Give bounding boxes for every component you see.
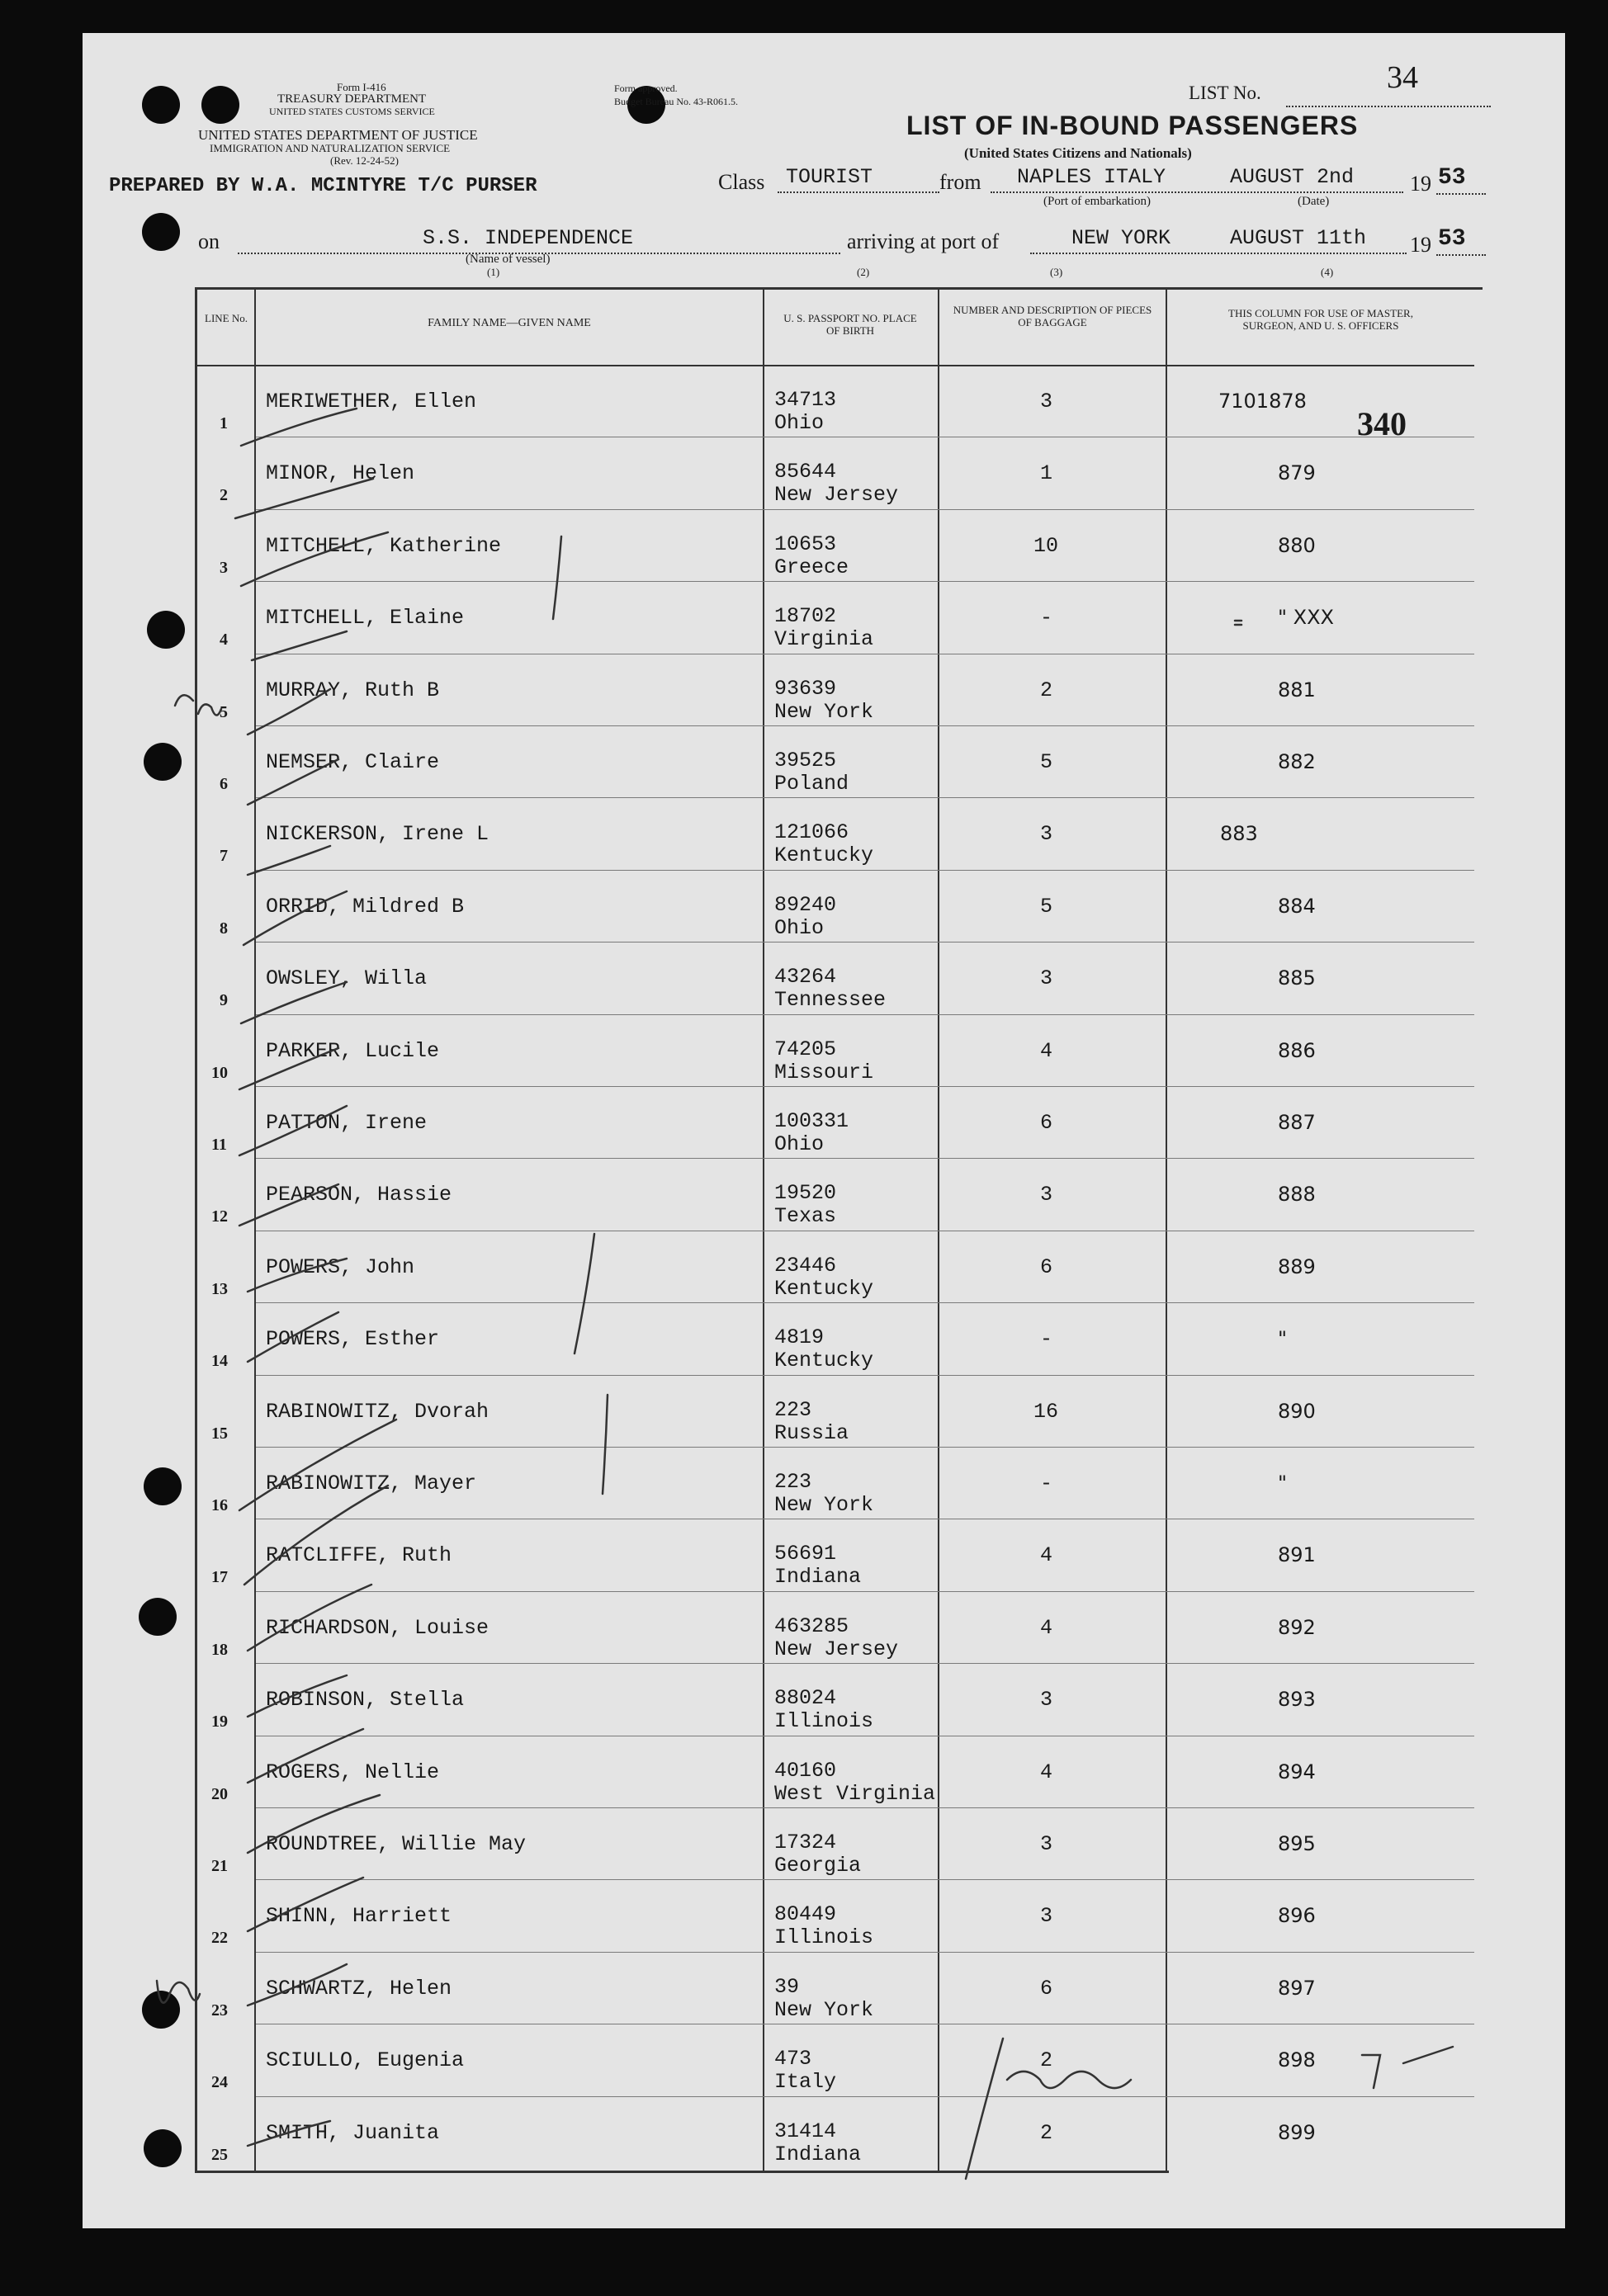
row-divider [256,1014,1474,1015]
row-passenger-name: NEMSER, Claire [266,750,440,774]
embarkation-caption: (Port of embarkation) [1043,195,1151,208]
row-passenger-name: MINOR, Helen [266,461,415,486]
arrival-year-underline [1436,254,1486,256]
row-birthplace: New York [774,1493,874,1517]
row-line-number: 2 [220,486,228,505]
row-line-number: 14 [211,1352,228,1371]
row-line-number: 23 [211,2001,228,2020]
row-passport-number: 39525 [774,749,837,772]
row-passenger-name: MURRAY, Ruth B [266,678,440,702]
row-baggage: 6 [1040,1976,1053,2001]
punch-hole [144,2129,182,2167]
row-baggage: 10 [1033,533,1059,558]
row-passenger-name: MERIWETHER, Ellen [266,390,477,413]
on-label: on [198,229,220,253]
row-line-number: 22 [211,1929,228,1948]
row-passenger-name: POWERS, John [266,1254,415,1279]
col2-caption: (2) [857,266,870,278]
row-birthplace: Ohio [774,1132,825,1156]
row-birthplace: Illinois [774,1925,874,1950]
row-officer-number: 891 [1278,1543,1316,1567]
row-divider [256,1807,1474,1808]
row-line-number: 17 [211,1568,228,1587]
row-divider [256,1591,1474,1592]
row-baggage: 6 [1040,1254,1053,1279]
row-birthplace: Poland [774,772,849,796]
row-birthplace: Missouri [774,1060,874,1084]
row-officer-number: 880 [1278,533,1316,557]
row-birthplace: Kentucky [774,843,874,868]
departure-date: AUGUST 2nd [1230,165,1355,189]
class-underline [778,191,939,193]
row-baggage: 4 [1040,1615,1053,1640]
row-passenger-name: SCHWARTZ, Helen [266,1976,452,2001]
row-baggage: - [1040,1472,1053,1495]
row-passport-number: 80449 [774,1902,837,1927]
row-passport-number: 473 [774,2047,812,2072]
arrival-date: AUGUST 11th [1230,226,1367,250]
row-divider [256,797,1474,798]
row-birthplace: Russia [774,1420,849,1445]
row-passenger-name: ROBINSON, Stella [266,1688,465,1713]
form-number: Form I-416 [337,81,386,93]
row-birthplace: New Jersey [774,483,899,508]
punch-hole [144,1467,182,1505]
row-passport-number: 39 [774,1974,800,1999]
row-baggage: 3 [1040,1904,1053,1929]
row-divider [256,1302,1474,1303]
row-line-number: 1 [220,414,228,432]
row-passenger-name: PATTON, Irene [266,1111,428,1135]
row-birthplace: New York [774,1997,874,2022]
row-passport-number: 23446 [774,1253,837,1278]
row-divider [256,1952,1474,1953]
col3-caption: (3) [1050,266,1063,278]
row-baggage: - [1040,606,1053,631]
row-line-number: 24 [211,2073,228,2092]
row-line-number: 18 [211,1640,228,1659]
row-baggage: 6 [1040,1111,1053,1135]
punch-hole [142,213,180,251]
row-baggage: 2 [1040,2120,1053,2145]
row-birthplace: Illinois [774,1709,874,1734]
row-birthplace: New York [774,699,874,724]
row-divider [256,870,1474,871]
header-line-no: LINE No. [205,312,248,324]
depart-year-underline [1436,193,1486,195]
row-officer-number: 886 [1278,1038,1316,1062]
arrival-year-prefix: 19 [1410,233,1431,257]
row-birthplace: Kentucky [774,1276,874,1301]
row-divider [256,1879,1474,1880]
row-baggage: 3 [1040,966,1053,991]
row-passport-number: 18702 [774,604,837,629]
row-officer-number: 882 [1278,750,1316,773]
col-divider-name [763,287,764,2171]
form-revision: (Rev. 12-24-52) [330,154,399,167]
header-name: FAMILY NAME—GIVEN NAME [428,317,591,329]
col-divider-baggage [1166,287,1167,2171]
row-passport-number: 4819 [774,1325,825,1350]
row-divider [256,509,1474,510]
from-label: from [939,170,981,194]
officer-mark-340: 340 [1357,405,1407,442]
row-birthplace: New Jersey [774,1637,899,1661]
header-baggage: NUMBER AND DESCRIPTION OF PIECES OF BAGGAGE [953,304,1152,328]
row-officer-number: " [1278,1327,1288,1351]
table-header-border [195,365,1474,366]
row-passport-number: 223 [774,1470,812,1494]
row-birthplace: West Virginia [774,1781,936,1806]
page-subtitle: (United States Citizens and Nationals) [964,145,1192,161]
row-line-number: 8 [220,919,228,938]
depart-year-prefix: 19 [1410,172,1431,196]
row-line-number: 11 [211,1136,227,1154]
row-line-number: 25 [211,2145,228,2164]
departure-year: 53 [1438,165,1466,191]
row-officer-number: 893 [1278,1688,1316,1712]
row-baggage: 5 [1040,750,1053,774]
row-officer-number: 898 [1278,2048,1316,2072]
dept-justice: UNITED STATES DEPARTMENT OF JUSTICE [198,127,478,143]
row-line-number: 21 [211,1857,228,1875]
date-caption: (Date) [1298,195,1330,208]
row-passport-number: 463285 [774,1613,849,1638]
row-baggage: - [1040,1327,1053,1352]
arrival-year: 53 [1438,226,1466,252]
punch-hole [142,86,180,124]
row-passenger-name: RABINOWITZ, Dvorah [266,1399,489,1424]
row-baggage: 3 [1040,1183,1053,1207]
row-passenger-name: POWERS, Esther [266,1327,440,1352]
ins-service: IMMIGRATION AND NATURALIZATION SERVICE [210,142,451,154]
row-line-number: 20 [211,1784,228,1803]
row-officer-number: 892 [1278,1615,1316,1639]
row-birthplace: Virginia [774,627,874,652]
row-officer-number: 881 [1278,678,1316,702]
row-birthplace: Texas [774,1204,837,1229]
row-divider [256,1447,1474,1448]
budget-bureau: Budget Bureau No. 43-R061.5. [614,96,738,107]
row-passenger-name: ROGERS, Nellie [266,1760,440,1784]
punch-hole [139,1598,177,1636]
row-divider [256,1158,1474,1159]
row-passenger-name: SMITH, Juanita [266,2120,440,2145]
row-baggage: 4 [1040,1543,1053,1568]
row-officer-number: 890 [1278,1399,1316,1423]
vessel-caption: (Name of vessel) [466,253,551,266]
row-passport-number: 121066 [774,820,849,845]
row-line-number: 10 [211,1063,228,1082]
row-line-number: 15 [211,1424,228,1443]
row-line-number: 16 [211,1496,228,1514]
row-passenger-name: MITCHELL, Katherine [266,533,502,558]
row-passenger-name: OWSLEY, Willa [266,966,428,991]
row-line-number: 13 [211,1279,228,1298]
row-baggage: 16 [1033,1399,1059,1424]
row-baggage: 3 [1040,390,1053,413]
from-underline [991,191,1403,193]
col1-caption: (1) [487,266,500,278]
row-birthplace: Tennessee [774,988,887,1013]
header-passport: U. S. PASSPORT NO. PLACE OF BIRTH [783,312,917,337]
row-passport-number: 56691 [774,1542,837,1566]
list-number: 34 [1387,60,1418,95]
row-birthplace: Ohio [774,411,825,435]
row-baggage: 3 [1040,822,1053,847]
row-baggage: 3 [1040,1832,1053,1856]
prepared-by: PREPARED BY W.A. MCINTYRE T/C PURSER [109,175,537,197]
row-passport-number: 100331 [774,1109,849,1133]
row-birthplace: Greece [774,555,849,579]
row-passenger-name: ORRID, Mildred B [266,894,465,919]
row-divider [256,1663,1474,1664]
row-divider [256,581,1474,582]
col-divider-passport [938,287,939,2171]
row-passport-number: 43264 [774,965,837,990]
row-officer-number: 888 [1278,1183,1316,1207]
table-left-border [195,287,197,2171]
row-passport-number: 34713 [774,388,837,412]
row-passenger-name: MITCHELL, Elaine [266,606,465,631]
row-passport-number: 88024 [774,1686,837,1711]
row-officer-number: 889 [1278,1254,1316,1278]
row-officer-number: 894 [1278,1760,1316,1783]
row-passenger-name: RICHARDSON, Louise [266,1615,489,1640]
row-officer-number: " [1278,1472,1288,1495]
row-divider [256,2096,1474,2097]
row-baggage: 2 [1040,2048,1053,2073]
row-officer-number: 883 [1220,822,1258,846]
arrival-port: NEW YORK [1071,226,1171,250]
row-passenger-name: RATCLIFFE, Ruth [266,1543,452,1568]
class-value: TOURIST [786,165,873,189]
row-passenger-name: RABINOWITZ, Mayer [266,1472,477,1495]
row-officer-number: 895 [1278,1832,1316,1855]
row-passport-number: 17324 [774,1831,837,1854]
row-divider [256,725,1474,726]
row-passport-number: 223 [774,1397,812,1422]
arrival-underline [1030,253,1407,254]
row-passport-number: 93639 [774,676,837,701]
row-passport-number: 19520 [774,1181,837,1206]
row-officer-number: 897 [1278,1976,1316,2000]
row-line-number: 7 [220,847,228,866]
list-no-label: LIST No. [1189,83,1261,103]
row-passport-number: 40160 [774,1758,837,1783]
punch-hole [201,86,239,124]
row-birthplace: Indiana [774,1565,862,1590]
row-baggage: 1 [1040,461,1053,486]
row-passenger-name: PARKER, Lucile [266,1038,440,1063]
row-baggage: 5 [1040,894,1053,919]
row-officer-number: 7101878 [1218,390,1307,413]
department-name: TREASURY DEPARTMENT [277,92,427,106]
customs-service: UNITED STATES CUSTOMS SERVICE [269,106,435,117]
row-line-number: 9 [220,991,228,1010]
row-baggage: 4 [1040,1760,1053,1784]
row-line-number: 3 [220,558,228,577]
punch-hole [147,611,185,649]
row-passport-number: 89240 [774,892,837,917]
arriving-label: arriving at port of [847,229,1000,253]
list-no-underline [1286,106,1491,107]
punch-hole [144,743,182,781]
row-officer-number: 885 [1278,966,1316,990]
row-passenger-name: ROUNDTREE, Willie May [266,1832,527,1856]
col-divider-line [254,287,256,2171]
row-passport-number: 31414 [774,2119,837,2143]
embarkation-port: NAPLES ITALY [1017,165,1166,189]
row-passenger-name: PEARSON, Hassie [266,1183,452,1207]
row-divider [256,1086,1474,1087]
row-baggage: 2 [1040,678,1053,702]
row-line-number: 4 [220,631,228,650]
row-passenger-name: SCIULLO, Eugenia [266,2048,465,2073]
row-birthplace: Ohio [774,915,825,940]
approval-line: Form approved. [614,83,678,94]
row-officer-number: 896 [1278,1904,1316,1928]
punch-hole [142,1991,180,2029]
row-baggage: 3 [1040,1688,1053,1713]
row-birthplace: Georgia [774,1854,862,1878]
table-top-border [195,287,1483,290]
row-line-number: 19 [211,1713,228,1731]
row-passport-number: 85644 [774,460,837,484]
row-birthplace: Indiana [774,2142,862,2166]
row-officer-number: 884 [1278,894,1316,918]
table-bottom-border [195,2171,1169,2173]
row-birthplace: Italy [774,2070,837,2095]
row-officer-number: 879 [1278,461,1316,485]
class-label: Class [718,170,765,194]
header-officers: THIS COLUMN FOR USE OF MASTER, SURGEON, AND U. S. OFFICERS [1228,307,1413,332]
row-divider [256,1375,1474,1376]
row-passport-number: 74205 [774,1037,837,1061]
row-line-number: 6 [220,775,228,793]
row-officer-number: 899 [1278,2120,1316,2144]
row-officer-number: 887 [1278,1111,1316,1134]
row-birthplace: Kentucky [774,1349,874,1373]
col4-caption: (4) [1321,266,1334,278]
page-title: LIST OF IN-BOUND PASSENGERS [906,111,1359,140]
row-baggage: 4 [1040,1038,1053,1063]
row-passenger-name: NICKERSON, Irene L [266,822,489,847]
row-passenger-name: SHINN, Harriett [266,1904,452,1929]
vessel-name: S.S. INDEPENDENCE [423,226,634,250]
row-line-number: 12 [211,1207,228,1226]
row-passport-number: 10653 [774,531,837,556]
row-officer-number: " XXX [1278,606,1334,630]
row-line-number: 5 [220,702,228,721]
